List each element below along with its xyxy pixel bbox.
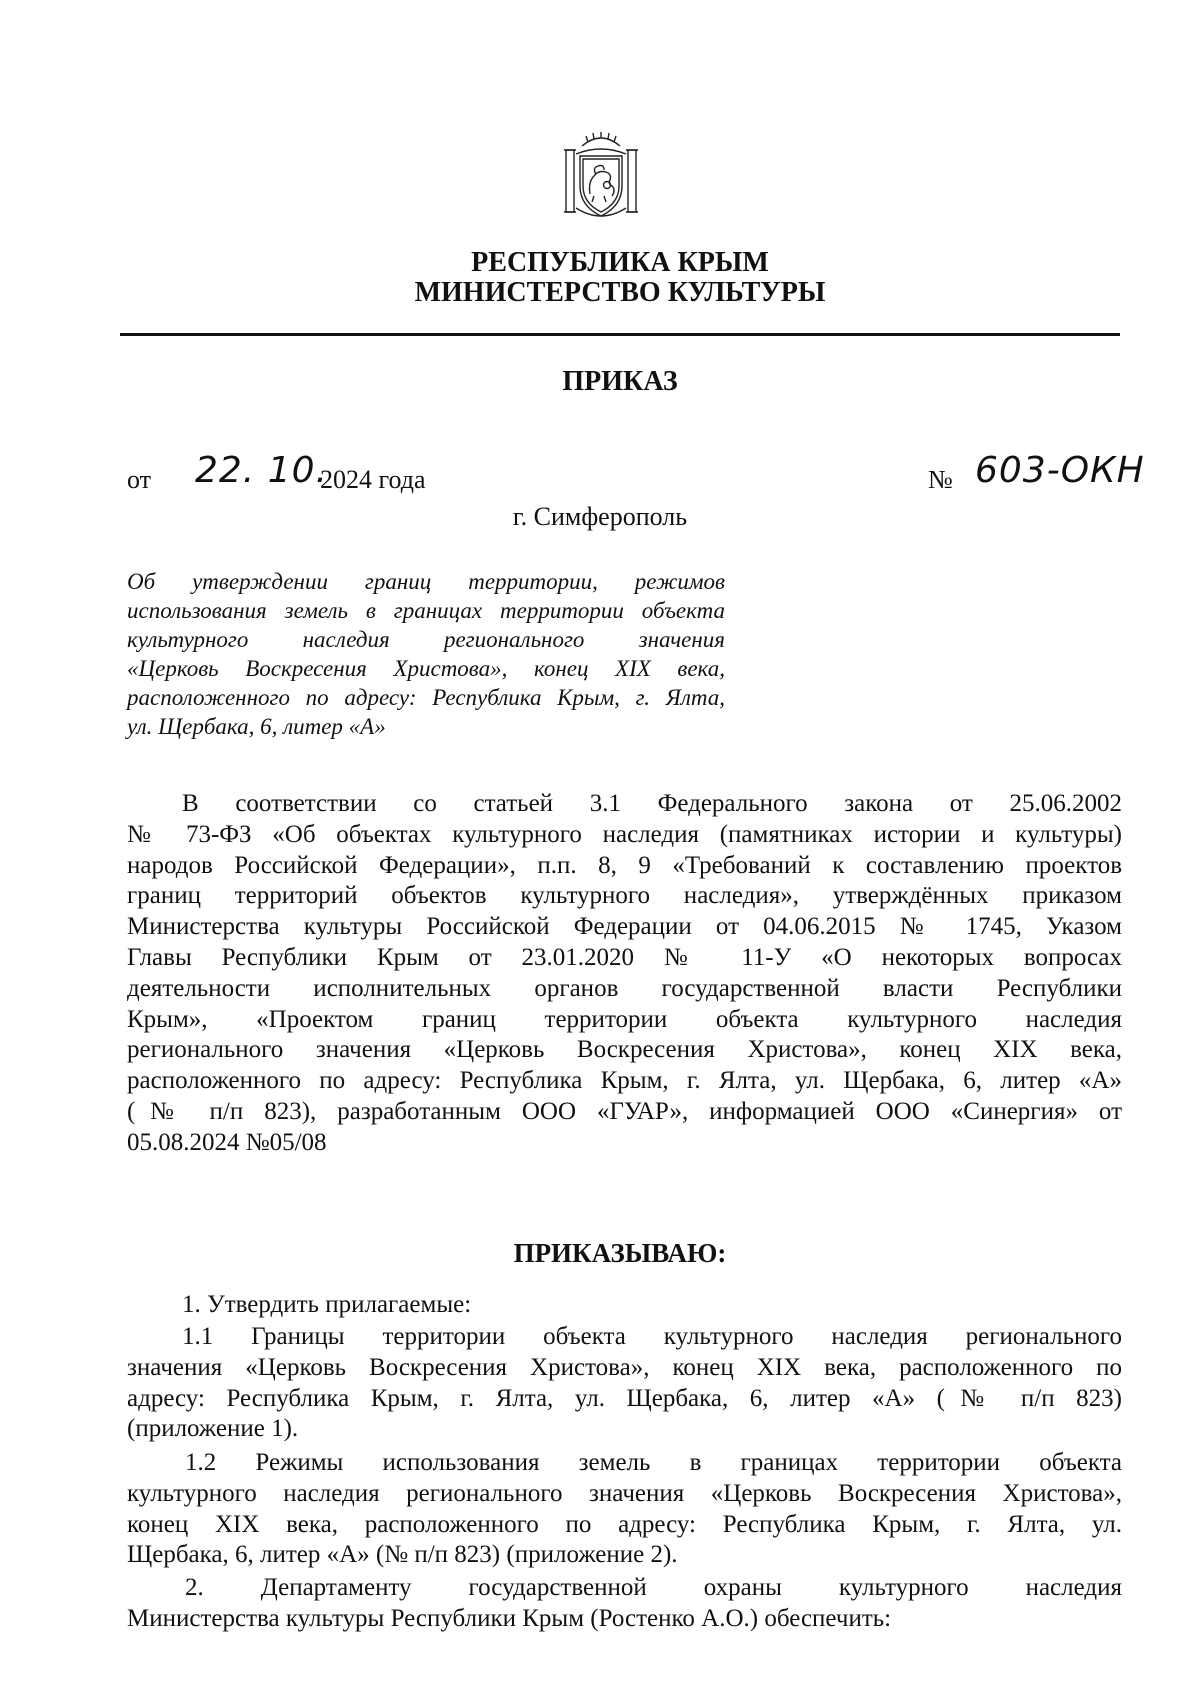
city: г. Симферополь [512, 502, 688, 531]
document-title: ПРИКАЗ [562, 366, 678, 397]
subject-line: ул. Щербака, 6, литер «А» [127, 714, 386, 739]
subject-line: Об утверждении границ территории, режимов [127, 569, 725, 594]
date-from-label: от [127, 465, 152, 494]
item-line: культурного наследия регионального значения «Церковь Воскресения Христова», [127, 1479, 1122, 1507]
item-line: 2. Департаменту государственной охраны культурного наследия [185, 1574, 1122, 1601]
item-line: (приложение 1). [127, 1415, 299, 1443]
paragraph-line: Главы Республики Крым от 23.01.2020 № 11-У «О некоторых вопросах [127, 943, 1122, 971]
item-line: 1.1 Границы территории объекта культурного наследия регионального [182, 1323, 1122, 1350]
item-2 [127, 1573, 1122, 1635]
subject-line: использования земель в границах территории объекта [127, 598, 725, 623]
subject-line: «Церковь Воскресения Христова», конец XIX века, [127, 656, 725, 681]
paragraph-line: № 73-ФЗ «Об объектах культурного наследия (памятниках истории и культуры) [127, 820, 1122, 848]
subject-line: расположенного по адресу: Республика Крым, г. Ялта, [127, 685, 725, 710]
item-line: Министерства культуры Республики Крым (Ростенко А.О.) обеспечить: [127, 1604, 892, 1632]
paragraph-line: Крым», «Проектом границ территории объекта культурного наследия [127, 1005, 1122, 1033]
ministry-heading: МИНИСТЕРСТВО КУЛЬТУРЫ [414, 277, 826, 308]
paragraph-line: регионального значения «Церковь Воскресения Христова», конец XIX века, [127, 1036, 1122, 1064]
item-line: значения «Церковь Воскресения Христова», конец XIX века, расположенного по [127, 1353, 1122, 1381]
item-1-1 [127, 1322, 1122, 1445]
item-line: Щербака, 6, литер «А» (№ п/п 823) (приложение 2). [127, 1541, 678, 1569]
coat-of-arms-emblem [560, 128, 642, 226]
paragraph-line: В соответствии со статьей 3.1 Федерального закона от 25.06.2002 [182, 790, 1122, 817]
handwritten-number: 603-ОКН [975, 450, 1145, 491]
item-line: 1.2 Режимы использования земель в границах территории объекта [185, 1449, 1122, 1476]
paragraph-line: Министерства культуры Российской Федерации от 04.06.2015 № 1745, Указом [127, 913, 1122, 941]
paragraph-line: 05.08.2024 №05/08 [127, 1128, 327, 1156]
header-divider [120, 333, 1120, 336]
number-label: № [928, 465, 953, 494]
order-word: ПРИКАЗЫВАЮ: [513, 1238, 727, 1268]
item-line: адресу: Республика Крым, г. Ялта, ул. Щербака, 6, литер «А» (№ п/п 823) [127, 1384, 1122, 1412]
paragraph-line: деятельности исполнительных органов государственной власти Республики [127, 974, 1122, 1002]
subject-line: культурного наследия регионального значения [127, 627, 725, 652]
item-line: конец XIX века, расположенного по адресу: Республика Крым, г. Ялта, ул. [127, 1510, 1122, 1538]
paragraph-line: народов Российской Федерации», п.п. 8, 9 «Требований к составлению проектов [127, 851, 1122, 879]
handwritten-date: 22. 10. [195, 450, 328, 491]
date-year: 2024 года [320, 465, 426, 494]
paragraph-line: (№ п/п 823), разработанным ООО «ГУАР», информацией ООО «Синергия» от [127, 1097, 1122, 1125]
preamble-paragraph [127, 789, 1122, 1159]
order-subject [127, 567, 725, 741]
paragraph-line: расположенного по адресу: Республика Крым, г. Ялта, ул. Щербака, 6, литер «А» [127, 1067, 1122, 1095]
paragraph-line: границ территорий объектов культурного наследия», утверждённых приказом [127, 882, 1122, 910]
item-line: 1. Утвердить прилагаемые: [182, 1291, 472, 1318]
item-1-2 [127, 1448, 1122, 1571]
republic-heading: РЕСПУБЛИКА КРЫМ [471, 247, 769, 278]
item-1 [127, 1290, 1122, 1321]
